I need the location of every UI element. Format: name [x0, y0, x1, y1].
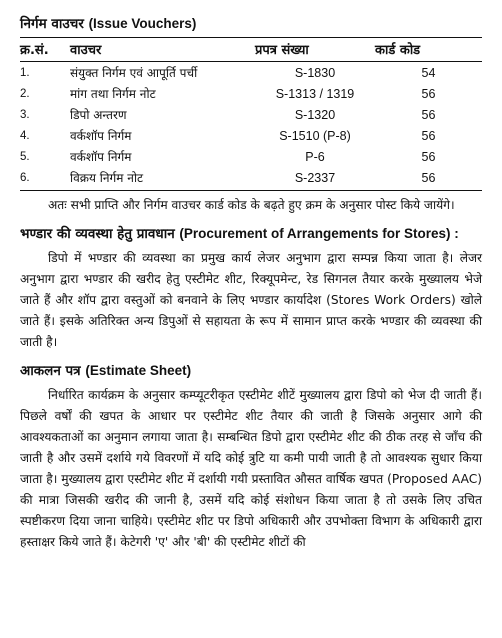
row-form-number: S-1313 / 1319 [275, 86, 355, 101]
row-card-code: 56 [421, 170, 436, 185]
table-row [20, 167, 482, 188]
row-form-number: S-1830 [294, 65, 336, 80]
table-header-row [20, 38, 482, 62]
vouchers-table [20, 38, 482, 188]
vouchers-note: अतः सभी प्राप्ति और निर्गम वाउचर कार्ड कोड के बढ़ते हुए क्रम के अनुसार पोस्ट किये जायेंगे। [48, 198, 455, 212]
issue-vouchers-title-en: (Issue Vouchers) [88, 16, 197, 31]
table-row [20, 104, 482, 125]
row-sn: 3. [20, 108, 30, 121]
document-page [20, 10, 482, 553]
row-card-code: 56 [421, 128, 436, 143]
table-row [20, 83, 482, 104]
column-header-form-number: प्रपत्र संख्या [255, 38, 375, 62]
row-voucher-name: डिपो अन्तरण [70, 108, 127, 122]
row-voucher-name: संयुक्त निर्गम एवं आपूर्ति पर्ची [70, 66, 198, 80]
row-sn: 6. [20, 171, 30, 184]
column-header-voucher: वाउचर [70, 38, 255, 62]
estimate-sheet-paragraph: निर्धारित कार्यक्रम के अनुसार कम्प्यूटरीकृत एस्टीमेट शीटें मुख्यालय द्वारा डिपो को भेज दी जाती हैं। पिछले वर्षों की खपत के आधार पर एस्टीमेट शीट तैयार की जाती है जिसके अनुसार आगे की आवश्यकताओं का अनुमान लगाया जाता है। सम्बन्धित डिपो द्वारा एस्टीमेट शीट की ठीक तरह से जाँच की जाती है और उसमें दर्शाये गये विवरणों में यदि कोई त्रुटि या कमी पायी जाती है तो आवश्यक सुधार किया जाता है। मुख्यालय द्वारा एस्टीमेट शीट में दर्शायी गयी प्रस्तावित औसत वार्षिक खपत (Proposed AAC) की मात्रा जिसकी खरीद की जानी है, उसमें यदि कोई संशोधन किया जाता है तो उसके लिए उचित स्पष्टीकरण दिया जाना चाहिये। एस्टीमेट शीट पर डिपो अधिकारी और उपभोक्ता विभाग के अधिकारी द्वारा हस्ताक्षर किये जाते हैं। केटेगरी 'ए' और 'बी' की एस्टीमेट शीटों की [20, 388, 482, 549]
row-voucher-name: विक्रय निर्गम नोट [70, 171, 144, 185]
issue-vouchers-title-hi: निर्गम वाउचर [20, 16, 84, 32]
estimate-sheet-heading [20, 361, 482, 381]
row-form-number: S-2337 [294, 170, 336, 185]
estimate-sheet-title-hi: आकलन पत्र [20, 363, 81, 379]
row-card-code: 56 [421, 149, 436, 164]
column-header-card-code: कार्ड कोड [375, 38, 482, 62]
row-voucher-name: वर्कशॉप निर्गम [70, 129, 132, 143]
row-sn: 1. [20, 66, 30, 79]
row-sn: 2. [20, 87, 30, 100]
procurement-paragraph: डिपो में भण्डार की व्यवस्था का प्रमुख कार्य लेजर अनुभाग द्वारा सम्पन्न किया जाता है। लेजर अनुभाग द्वारा भण्डार की खरीद हेतु एस्टीमेट शीट, रिक्यूपमेन्ट, रेड सिगनल तैयार करके मुख्यालय भेजे जाते हैं और शॉप द्वारा वस्तुओं को बनवाने के लिए भण्डार कार्यादेश (Stores Work Orders) खोले जाते हैं। इसके अतिरिक्त अन्य डिपुओं से सहायता के रूप में सामान प्राप्त करके भण्डार की व्यवस्था की जाती है। [20, 251, 482, 349]
table-bottom-rule [20, 190, 482, 191]
procurement-title-hi: भण्डार की व्यवस्था हेतु प्रावधान [20, 226, 175, 242]
row-card-code: 54 [421, 65, 436, 80]
row-voucher-name: वर्कशॉप निर्गम [70, 150, 132, 164]
procurement-title-en: (Procurement of Arrangements for Stores) : [179, 226, 459, 241]
row-sn: 5. [20, 150, 30, 163]
issue-vouchers-heading [20, 14, 482, 34]
row-card-code: 56 [421, 107, 436, 122]
row-form-number: S-1320 [294, 107, 336, 122]
row-form-number: P-6 [305, 149, 325, 164]
row-card-code: 56 [421, 86, 436, 101]
table-row [20, 125, 482, 146]
procurement-heading [20, 224, 482, 244]
estimate-sheet-title-en: (Estimate Sheet) [85, 363, 192, 378]
row-sn: 4. [20, 129, 30, 142]
row-voucher-name: मांग तथा निर्गम नोट [70, 87, 156, 101]
column-header-sn: क्र.सं. [20, 38, 70, 62]
table-row [20, 146, 482, 167]
row-form-number: S-1510 (P-8) [279, 128, 351, 143]
table-row [20, 62, 482, 84]
